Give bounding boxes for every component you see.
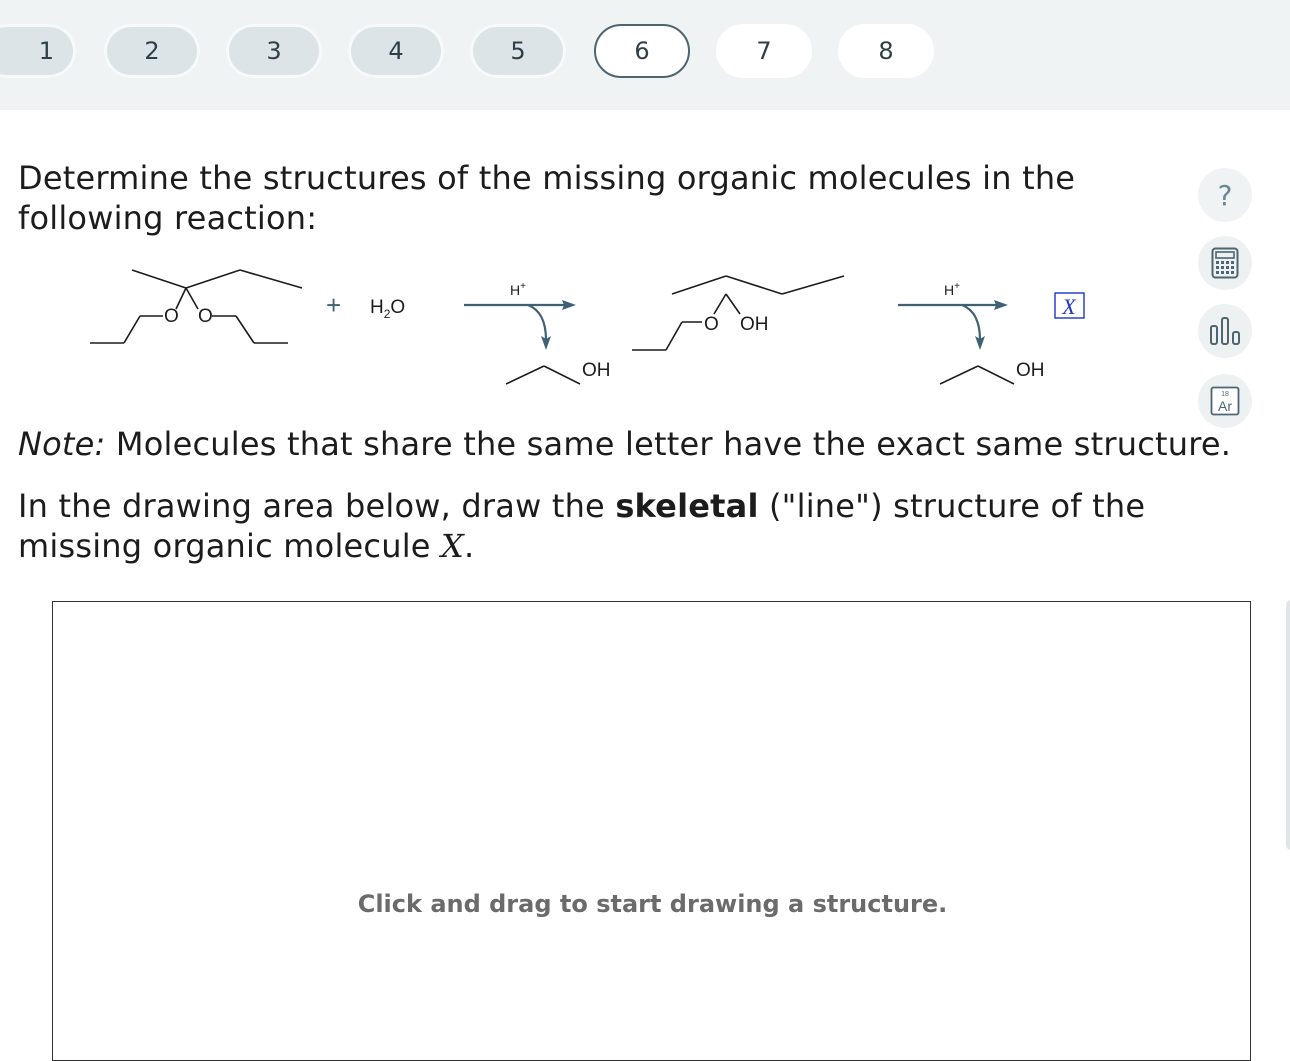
periodic-symbol: Ar [1218,398,1232,414]
hemiacetal-intermediate [632,276,844,350]
catalyst-label: H+ [510,281,526,298]
periodic-table-icon [1210,386,1240,416]
acetal-reactant [90,270,302,343]
step-3-button[interactable] [226,24,322,78]
step-label: 7 [756,37,772,65]
data-chart-button[interactable] [1198,304,1252,358]
oxygen-label: O [704,314,719,335]
bar-chart-icon [1209,316,1241,346]
drawing-instructions [18,486,1278,566]
step-6-button[interactable] [594,24,690,78]
hydroxyl-label: OH [740,314,769,335]
step-8-button[interactable] [838,24,934,78]
question-text: Determine the structures of the missing organic molecules in the following reaction: [18,159,1076,237]
oxygen-label: O [164,306,179,327]
instruction-end: . [464,527,475,565]
water-label: $H_2O$ [370,297,406,321]
reaction-scheme [80,255,1100,395]
reaction-arrow-2 [898,300,1008,350]
step-label: 8 [878,37,894,65]
step-label: 1 [38,37,54,65]
side-panel-handle[interactable] [1286,600,1290,850]
step-4-button[interactable] [348,24,444,78]
step-label: 5 [510,37,526,65]
calculator-button[interactable] [1198,236,1252,290]
instruction-text: In the drawing area below, draw the [18,487,616,525]
note-prefix: Note: [18,425,106,463]
reaction-arrow-1 [464,300,576,350]
oxygen-label: O [198,306,213,327]
step-label: 3 [266,37,282,65]
step-7-button[interactable] [716,24,812,78]
step-1-button[interactable] [0,24,76,78]
step-2-button[interactable] [104,24,200,78]
hydroxyl-label: OH [1016,360,1045,381]
step-navigation [0,0,1290,110]
hydroxyl-label: OH [582,360,611,381]
plus-sign: + [326,290,342,320]
periodic-number: 18 [1221,391,1229,398]
periodic-table-button[interactable] [1198,374,1252,428]
molecule-variable: X [441,527,465,565]
ethanol-byproduct-2 [940,366,1014,384]
calculator-icon [1211,247,1239,279]
question-mark-icon: ? [1217,178,1233,212]
canvas-hint: Click and drag to start drawing a structure. [357,890,948,918]
note-text [18,424,1231,464]
instruction-emphasis: skeletal [615,487,759,525]
catalyst-label: H+ [944,281,960,298]
step-5-button[interactable] [470,24,566,78]
help-button[interactable] [1198,168,1252,222]
instruction-text: ("line") structure of the missing organic molecule [18,487,1146,565]
step-label: 2 [144,37,160,65]
ethanol-byproduct-1 [506,366,580,384]
step-label: 6 [634,37,650,65]
unknown-molecule-label: X [1062,294,1076,319]
step-label: 4 [388,37,404,65]
structure-drawing-canvas[interactable] [52,601,1251,1061]
note-body: Molecules that share the same letter have the exact same structure. [105,425,1232,463]
